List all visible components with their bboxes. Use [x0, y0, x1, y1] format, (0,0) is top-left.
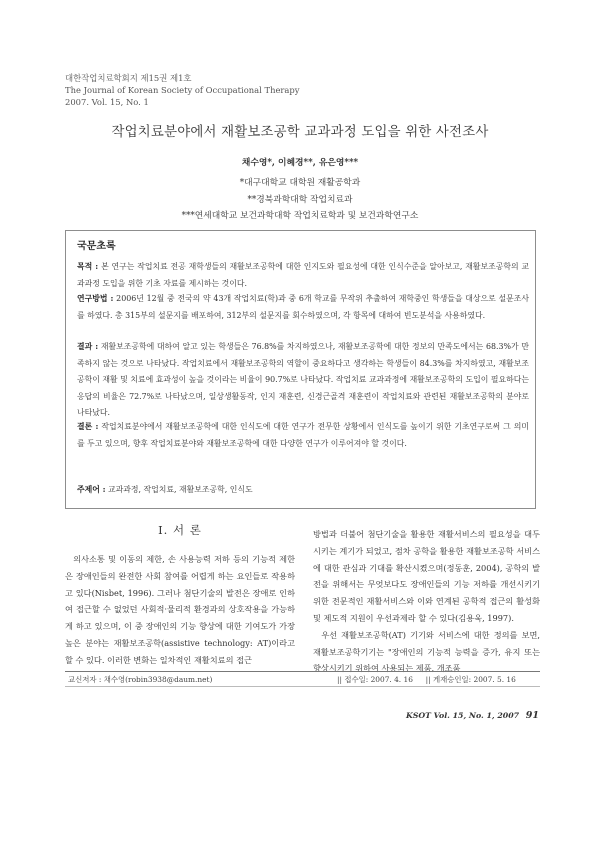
affiliation-2: **경북과학대학 작업치료과	[247, 195, 353, 205]
corresponding-author: 교신저자 : 채수영(robin3938@daum.net)	[68, 675, 213, 684]
intro-paragraph-1: 의사소통 및 이동의 제한, 손 사용능력 저하 등의 기능적 제한은 장애인들의 완전한 사회 참여를 어렵게 하는 요인들로 작용하고 있다(Nisbet, 1996). 그러나 첨단기술의 발전은 장애로 인하여 접근할 수 없었던 사회적·물리적 환경과의 상호작용을 가능하게 하고 있으며, 이 중 장애인의 기능 향상에 대한 기여도가 가장 높은 분야는 재활보조공학(assistive technology: AT)이라고 할 수 있다. 이러한 변화는 일차적인 재활치료의 접근	[65, 554, 295, 665]
affiliation-3: ***연세대학교 보건과학대학 작업치료학과 및 보건과학연구소	[181, 211, 419, 221]
keywords-label: 주제어 :	[77, 485, 106, 494]
journal-name-korean: 대한작업치료학회지 제15권 제1호	[65, 73, 192, 83]
results-text: 재활보조공학에 대하여 알고 있는 학생들은 76.8%를 차지하였으나, 재활보조공학에 대한 정보의 만족도에서는 68.3%가 만족하지 않는 것으로 나타났다. 작업치료에서 재활보조공학의 역할이 중요하다고 생각하는 학생들이 84.3%를 차지하였고, 재활보조공학이 재활 및 치료에 효과성이 높을 것이라는 비율이 90.7%로 나타났다. 작업치료 교과과정에 재활보조공학의 도입이 필요하다는 응답의 비율은 72.7%로 나타났으며, 일상생활동작, 인지 재훈련, 신경근골격 재훈련이 작업치료와 관련된 재활보조공학의 분야로 나타났다.	[77, 342, 530, 418]
author-names: 채수영*, 이혜경**, 유은영***	[241, 158, 359, 168]
abstract-heading: 국문초록	[77, 241, 116, 252]
keywords-text: 교과과정, 작업치료, 재활보조공학, 인식도	[108, 485, 253, 494]
page-number: 91	[525, 710, 539, 721]
received-date: || 접수일: 2007. 4. 16	[337, 675, 413, 684]
footnote-rule-bottom	[65, 686, 540, 687]
abstract-results	[77, 339, 529, 422]
abstract-purpose	[77, 259, 529, 292]
body-column-right	[313, 526, 540, 677]
journal-issue: 2007. Vol. 15, No. 1	[65, 97, 149, 107]
page-footer	[0, 710, 539, 721]
abstract-method	[77, 291, 529, 324]
dates-line	[337, 674, 516, 685]
conclusion-label: 결론 :	[77, 422, 99, 431]
affiliation-1: *대구대학교 대학원 재활공학과	[239, 178, 361, 188]
purpose-text: 본 연구는 작업치료 전공 재학생들의 재활보조공학에 대한 인지도와 필요성에 대한 인식수준을 알아보고, 재활보조공학의 교과과정 도입을 위한 기초 자료를 제시하는 것이다.	[77, 262, 530, 288]
abstract-conclusion	[77, 419, 529, 452]
section-heading: Ⅰ. 서 론	[158, 523, 202, 537]
purpose-label: 목적 :	[77, 262, 99, 271]
keywords-line	[77, 484, 529, 495]
method-text: 2006년 12월 중 전국의 약 43개 작업치료(학)과 중 6개 학교를 무작위 추출하여 재학중인 학생들을 대상으로 설문조사를 하였다. 총 315부의 설문지를 배포하여, 312부의 설문지를 회수하였으며, 각 항목에 대하여 빈도분석을 사용하였다.	[77, 294, 529, 320]
results-label: 결과 :	[77, 342, 99, 351]
paper-title: 작업치료분야에서 재활보조공학 교과과정 도입을 위한 사전조사	[111, 125, 489, 140]
intro-paragraph-3: 우선 재활보조공학(AT) 기기와 서비스에 대한 정의를 보면, 재활보조공학기기는 "장애인의 기능적 능력을 증가, 유지 또는 향상시키기 위하여 사용되는 제품, 개조품	[313, 629, 540, 674]
method-label: 연구방법 :	[77, 294, 114, 303]
conclusion-text: 작업치료분야에서 재활보조공학에 대한 인식도에 대한 연구가 전무한 상황에서 인식도를 높이기 위한 기초연구로써 그 의미를 두고 있으며, 향후 작업치료분야와 재활보조공학에 대한 다양한 연구가 이루어져야 할 것이다.	[77, 422, 529, 448]
journal-name-english: The Journal of Korean Society of Occupational Therapy	[65, 85, 300, 95]
footnote-rule-top	[65, 671, 540, 672]
intro-paragraph-2: 방법과 더불어 첨단기술을 활용한 재활서비스의 필요성을 대두시키는 계기가 되었고, 점차 공학을 활용한 재활보조공학 서비스에 대한 관심과 기대를 확산시켰으며(정동훈, 2004), 공학의 발전을 위해서는 무엇보다도 장애인들의 기능 저하를 개선시키기 위한 전문적인 재활서비스와 이와 연계된 공학적 접근의 활성화 및 제도적 지원이 우선과제라 할 수 있다(김용욱, 1997).	[313, 529, 540, 623]
footer-journal-ref: KSOT Vol. 15, No. 1, 2007	[405, 711, 520, 720]
accepted-date: || 게재승인일: 2007. 5. 16	[425, 675, 516, 684]
body-column-left	[65, 551, 295, 669]
